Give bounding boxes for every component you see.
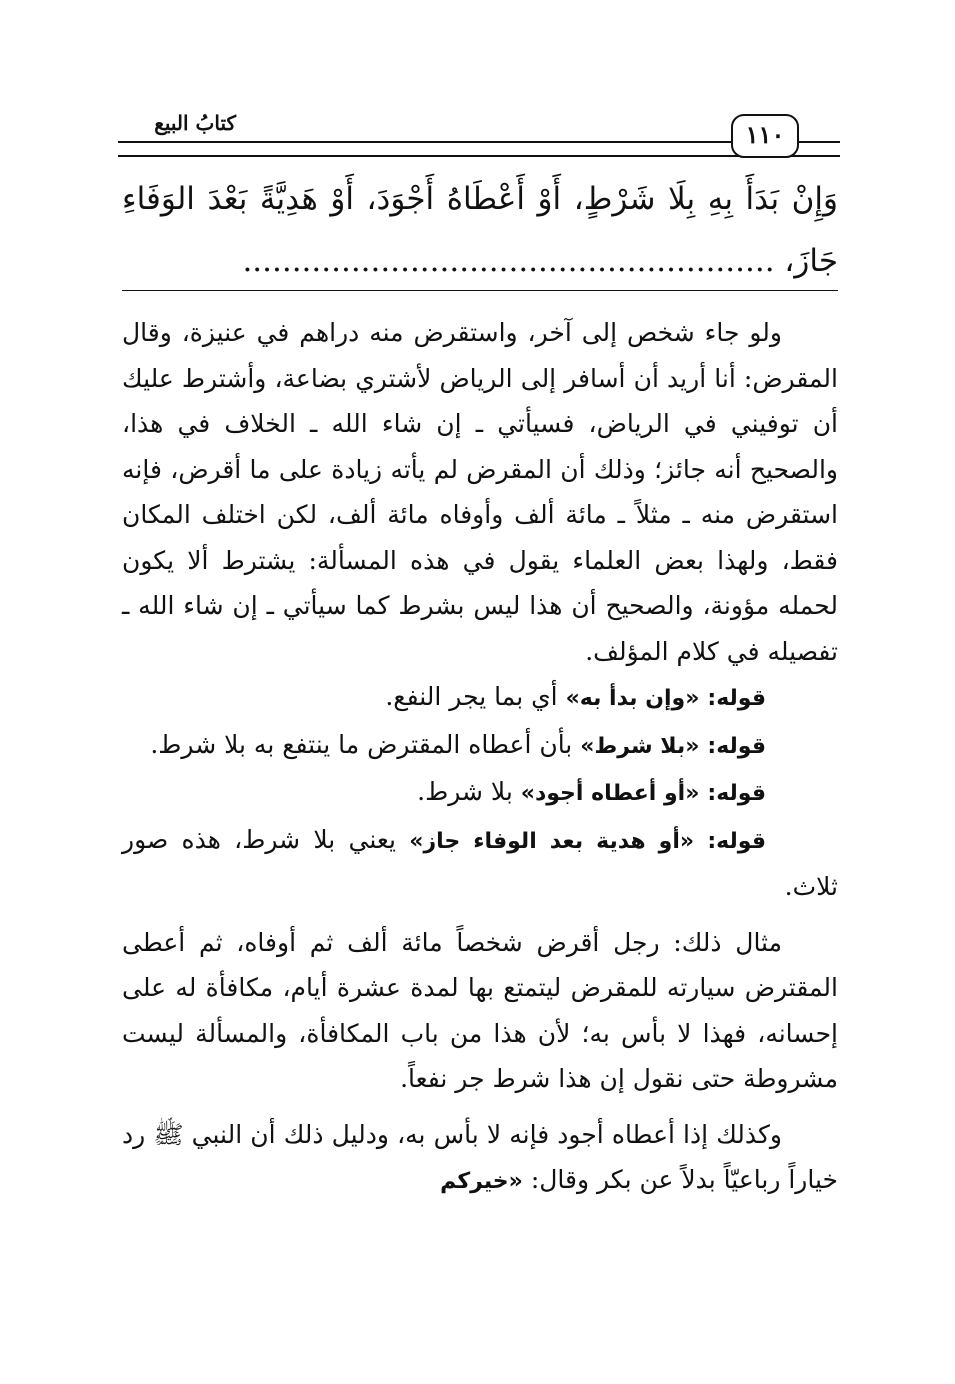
matn-separator-rule	[122, 290, 838, 291]
commentary-paragraph-3-text: وكذلك إذا أعطاه أجود فإنه لا بأس به، ودليل ذلك أن النبي ﷺ رد خياراً رباعيّاً بدلاً عن بكر وقال:	[122, 1119, 838, 1194]
qawl-quote-3: «أو أعطاه أجود»	[520, 781, 700, 806]
commentary-paragraph-2: مثال ذلك: رجل أقرض شخصاً مائة ألف ثم أوفاه، ثم أعطى المقترض سيارته للمقرض ليتمتع بها لمدة عشرة أيام، مكافأة له على إحسانه، فهذا لا بأس به؛ لأن هذا من باب المكافأة، والمسألة ليست مشروطة حتى نقول إن هذا شرط جر نفعاً.	[122, 927, 838, 1093]
qawl-quote-1: «وإن بدأ به»	[565, 686, 700, 711]
qawl-line-4	[122, 817, 838, 910]
header-rule-bottom	[118, 155, 840, 157]
qawl-line-2	[122, 722, 838, 770]
book-title: كتابُ البيع	[118, 108, 236, 140]
qawl-label: قوله:	[707, 781, 766, 806]
commentary-block	[122, 310, 838, 1205]
qawl-quote-4: «أو هدية بعد الوفاء جاز»	[409, 828, 695, 854]
qawl-label: قوله:	[707, 828, 766, 854]
qawl-label: قوله:	[707, 733, 766, 759]
qawl-text-1: أي بما يجر النفع.	[385, 682, 566, 711]
page-number: ١١٠	[731, 114, 799, 158]
qawl-line-3	[122, 769, 838, 817]
matn-text-block	[122, 168, 838, 292]
matn-text: وَإِنْ بَدَأَ بِهِ بِلَا شَرْطٍ، أَوْ أَعْطَاهُ أَجْوَدَ، أَوْ هَدِيَّةً بَعْدَ الوَفَاءِ جَازَ، ......................................................	[122, 181, 838, 279]
commentary-paragraph-1: ولو جاء شخص إلى آخر، واستقرض منه دراهم في عنيزة، وقال المقرض: أنا أريد أن أسافر إلى الرياض لأشتري بضاعة، وأشترط عليك أن توفيني في الرياض، فسيأتي ـ إن شاء الله ـ الخلاف في هذا، والصحيح أنه جائز؛ وذلك أن المقرض لم يأته زيادة على ما أقرض، فإنه استقرض منه ـ مثلاً ـ مائة ألف وأوفاه مائة ألف، لكن اختلف المكان فقط، ولهذا بعض العلماء يقول في هذه المسألة: يشترط ألا يكون لحمله مؤونة، والصحيح أن هذا ليس بشرط كما سيأتي ـ إن شاء الله ـ تفصيله في كلام المؤلف.	[122, 318, 838, 666]
commentary-paragraph-3	[122, 1112, 838, 1205]
qawl-text-3: بلا شرط.	[417, 777, 521, 806]
qawl-text-2: بأن أعطاه المقترض ما ينتفع به بلا شرط.	[150, 729, 581, 759]
page-header	[118, 108, 840, 156]
qawl-line-1	[122, 674, 838, 722]
qawl-quote-2: «بلا شرط»	[580, 733, 700, 759]
hadith-quote-start: «خيركم	[440, 1169, 523, 1194]
qawl-text-4: يعني بلا شرط، هذه صور ثلاث.	[122, 824, 838, 901]
qawl-label: قوله:	[707, 686, 766, 711]
